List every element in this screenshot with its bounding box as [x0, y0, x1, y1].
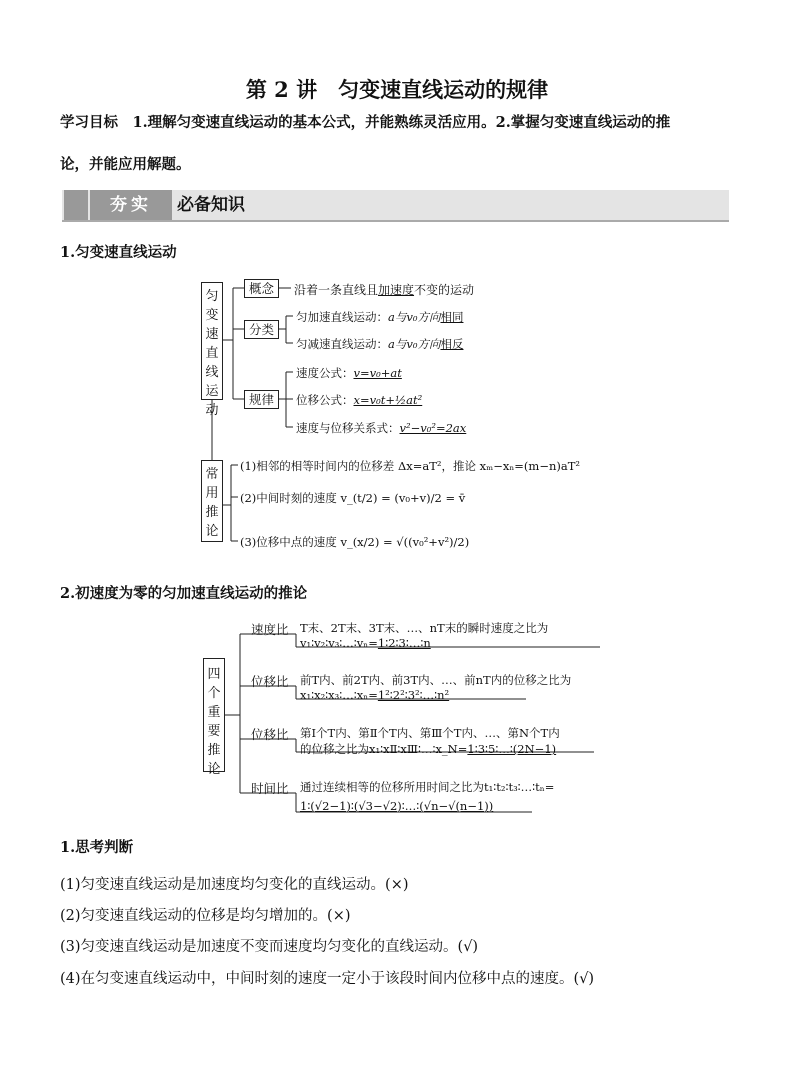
- judgement-item-4: (4)在匀变速直线运动中，中间时刻的速度一定小于该段时间内位移中点的速度。(√): [60, 971, 595, 987]
- inference-3: (3)位移中点的速度 v_(x/2) = √((v₀²+v²)/2): [240, 535, 470, 549]
- label-displacement-ratio-2: 位移比: [251, 727, 289, 742]
- node-common-inferences: 常用推论: [201, 460, 223, 542]
- section-title: 必备知识: [177, 195, 245, 215]
- inference-2: (2)中间时刻的速度 v_(t/2) = (v₀+v)/2 = v̄: [240, 491, 466, 505]
- page-title: 第 2 讲 匀变速直线运动的规律: [245, 77, 549, 102]
- node-four-inferences: 四个重要推论: [203, 658, 225, 772]
- law-velocity-formula: 速度公式：v=v₀+at: [296, 366, 402, 380]
- velocity-ratio-line1: T末、2T末、3T末、…、nT末的瞬时速度之比为: [300, 621, 549, 635]
- velocity-ratio-line2: v₁∶v₂∶v₃∶…∶vₙ=1∶2∶3∶…∶n: [300, 636, 431, 650]
- section-tag: 夯实: [90, 190, 172, 220]
- inference-1: (1)相邻的相等时间内的位移差 Δx=aT²，推论 xₘ−xₙ=(m−n)aT²: [240, 459, 580, 473]
- heading-thinking-judgement: 1.思考判断: [60, 839, 134, 856]
- label-time-ratio: 时间比: [251, 781, 289, 796]
- judgement-item-2: (2)匀变速直线运动的位移是均匀增加的。(×): [60, 908, 351, 924]
- time-ratio-line1: 通过连续相等的位移所用时间之比为t₁∶t₂∶t₃∶…∶tₙ=: [300, 780, 555, 794]
- law-displacement-formula: 位移公式：x=v₀t+½at²: [296, 393, 423, 407]
- node-concept: 概念: [244, 279, 279, 298]
- time-ratio-line2: 1∶(√2−1)∶(√3−√2)∶…∶(√n−√(n−1)): [300, 799, 494, 813]
- label-velocity-ratio: 速度比: [251, 622, 289, 637]
- heading-zero-initial-velocity: 2.初速度为零的匀加速直线运动的推论: [60, 585, 308, 602]
- learning-objectives-line2: 论，并能应用解题。: [60, 156, 191, 173]
- displacement-ratio2-line2: 的位移之比为x₁∶xⅡ∶xⅢ∶…∶x_N=1∶3∶5∶…∶(2N−1): [300, 742, 557, 756]
- classify-decelerating: 匀减速直线运动：a与v₀方向相反: [296, 337, 464, 351]
- judgement-item-3: (3)匀变速直线运动是加速度不变而速度均匀变化的直线运动。(√): [60, 939, 479, 955]
- learning-objectives-line1: 学习目标 1.理解匀变速直线运动的基本公式，并能熟练灵活应用。2.掌握匀变速直线运动的推: [60, 114, 671, 131]
- node-classify: 分类: [244, 320, 279, 339]
- displacement-ratio-line2: x₁∶x₂∶x₃∶…∶xₙ=1²∶2²∶3²∶…∶n²: [300, 688, 450, 702]
- node-uniform-motion: 匀变速直线运动: [201, 282, 223, 400]
- node-law: 规律: [244, 390, 279, 409]
- label-displacement-ratio: 位移比: [251, 674, 289, 689]
- concept-text: 沿着一条直线且加速度不变的运动: [294, 283, 475, 297]
- displacement-ratio-line1: 前T内、前2T内、前3T内、…、前nT内的位移之比为: [300, 673, 572, 687]
- displacement-ratio2-line1: 第Ⅰ个T内、第Ⅱ个T内、第Ⅲ个T内、…、第N个T内: [300, 726, 560, 740]
- judgement-item-1: (1)匀变速直线运动是加速度均匀变化的直线运动。(×): [60, 877, 409, 893]
- law-velocity-displacement-relation: 速度与位移关系式：v²−v₀²=2ax: [296, 421, 467, 435]
- classify-accelerating: 匀加速直线运动：a与v₀方向相同: [296, 310, 464, 324]
- heading-uniform-motion: 1.匀变速直线运动: [60, 244, 177, 261]
